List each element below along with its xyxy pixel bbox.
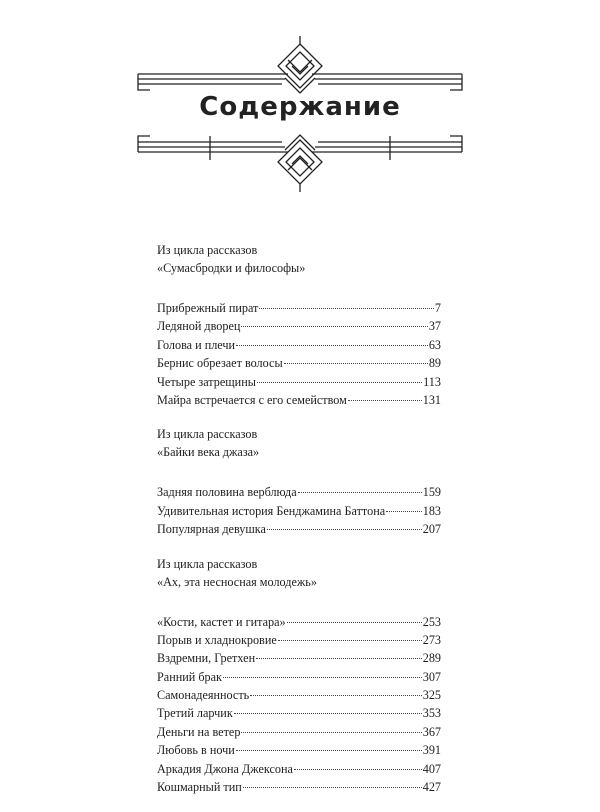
entry-title: Аркадия Джона Джексона xyxy=(157,761,293,776)
entry-page: 159 xyxy=(422,485,441,500)
dot-leader xyxy=(250,694,421,696)
toc-entry[interactable] xyxy=(157,741,441,759)
entry-title: «Кости, кастет и гитара» xyxy=(157,614,286,629)
toc-entry[interactable] xyxy=(157,354,441,372)
entry-title: Самонадеянность xyxy=(157,688,250,703)
entry-page: 307 xyxy=(422,669,441,684)
entry-title: Порыв и хладнокровие xyxy=(157,632,277,647)
top-diamond-motif xyxy=(278,36,322,93)
entry-title: Ледяной дворец xyxy=(157,319,241,334)
cycle-name: «Сумасбродки и философы» xyxy=(157,261,306,275)
dot-leader xyxy=(284,362,428,364)
toc-entry[interactable] xyxy=(157,336,441,354)
toc-section xyxy=(157,425,441,538)
dot-leader xyxy=(223,676,422,678)
entry-page: 113 xyxy=(423,374,441,389)
cycle-name: «Байки века джаза» xyxy=(157,445,260,460)
toc-entry[interactable] xyxy=(157,502,441,520)
entry-page: 183 xyxy=(422,503,441,518)
entry-page: 427 xyxy=(422,780,441,795)
toc-entry[interactable] xyxy=(157,649,441,667)
entry-title: Деньги на ветер xyxy=(157,724,241,739)
cycle-label: Из цикла рассказов xyxy=(157,243,258,257)
entry-title: Четыре затрещины xyxy=(157,374,256,389)
entry-title: Удивительная история Бенджамина Баттона xyxy=(157,503,386,518)
entry-page: 407 xyxy=(422,761,441,776)
dot-leader xyxy=(257,381,422,383)
entry-title: Третий ларчик xyxy=(157,706,233,721)
entry-title: Кошмарный тип xyxy=(157,780,242,795)
dot-leader xyxy=(243,786,422,788)
entry-title: Ранний брак xyxy=(157,669,222,684)
entry-title: Любовь в ночи xyxy=(157,743,235,758)
toc-entry[interactable] xyxy=(157,778,441,796)
toc-entry[interactable] xyxy=(157,704,441,722)
entry-title: Голова и плечи xyxy=(157,337,236,352)
entry-page: 253 xyxy=(422,614,441,629)
entry-page: 89 xyxy=(428,356,441,371)
toc-entry[interactable] xyxy=(157,631,441,649)
dot-leader xyxy=(298,491,422,493)
entry-page: 273 xyxy=(422,632,441,647)
entry-title: Задняя половина верблюда xyxy=(157,485,297,500)
dot-leader xyxy=(241,325,427,327)
toc-entry[interactable] xyxy=(157,317,441,335)
cycle-name: «Ах, эта несносная молодежь» xyxy=(157,574,317,589)
toc-entry[interactable] xyxy=(157,391,441,409)
entry-page: 131 xyxy=(422,392,441,407)
entry-page: 207 xyxy=(422,522,441,537)
dot-leader xyxy=(287,621,422,623)
table-of-contents xyxy=(157,241,441,812)
toc-entry[interactable] xyxy=(157,373,441,391)
dot-leader xyxy=(267,528,422,530)
toc-section xyxy=(157,241,441,409)
entry-title: Популярная девушка xyxy=(157,522,266,537)
toc-entry[interactable] xyxy=(157,686,441,704)
dot-leader xyxy=(241,731,421,733)
entry-title: Вздремни, Гретхен xyxy=(157,651,256,666)
dot-leader xyxy=(259,307,434,309)
toc-entry[interactable] xyxy=(157,483,441,501)
toc-entry[interactable] xyxy=(157,520,441,538)
entry-page: 37 xyxy=(428,319,441,334)
toc-entry[interactable] xyxy=(157,760,441,778)
dot-leader xyxy=(236,344,428,346)
entry-page: 353 xyxy=(422,706,441,721)
cycle-label: Из цикла рассказов xyxy=(157,427,258,442)
dot-leader xyxy=(234,712,422,714)
dot-leader xyxy=(278,639,422,641)
entry-page: 367 xyxy=(422,724,441,739)
page-title: Содержание xyxy=(199,92,401,122)
entry-title: Прибрежный пират xyxy=(157,301,259,315)
dot-leader xyxy=(256,657,422,659)
toc-entry[interactable] xyxy=(157,299,441,317)
toc-entry[interactable] xyxy=(157,668,441,686)
entry-title: Майра встречается с его семейством xyxy=(157,392,347,407)
entry-page: 63 xyxy=(428,337,441,352)
toc-entry[interactable] xyxy=(157,613,441,631)
entry-page: 289 xyxy=(422,651,441,666)
cycle-label: Из цикла рассказов xyxy=(157,556,258,571)
dot-leader xyxy=(294,768,422,770)
toc-section xyxy=(157,555,441,797)
dot-leader xyxy=(386,510,422,512)
entry-page: 391 xyxy=(422,743,441,758)
entry-page: 7 xyxy=(434,301,441,315)
dot-leader xyxy=(348,399,422,401)
entry-title: Бернис обрезает волосы xyxy=(157,356,283,371)
toc-entry[interactable] xyxy=(157,723,441,741)
bottom-diamond-motif xyxy=(278,135,322,192)
entry-page: 325 xyxy=(422,688,441,703)
